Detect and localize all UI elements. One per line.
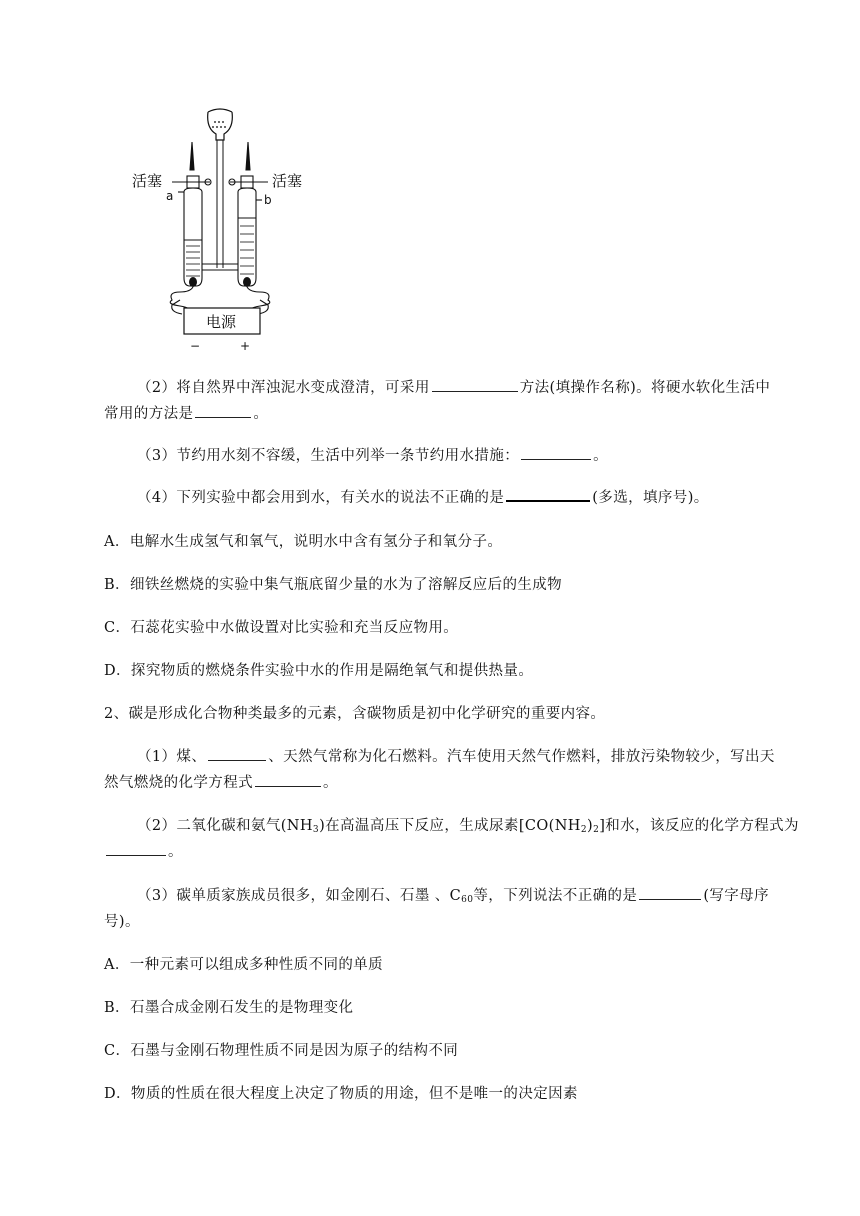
answer-blank[interactable] — [195, 403, 251, 418]
q2-part2-text-c: ) — [587, 818, 594, 834]
stopcock-right-label: 活塞 — [272, 172, 303, 190]
q2-part1-line2 — [104, 771, 338, 792]
q2-part2-text-b: )在高温高压下反应，生成尿素[CO(NH — [319, 818, 581, 834]
electrolysis-apparatus-figure — [120, 100, 330, 360]
q2-option-c: C．石墨与金刚石物理性质不同是因为原子的结构不同 — [104, 1043, 459, 1059]
power-supply-label: 电源 — [206, 313, 237, 331]
answer-blank[interactable] — [521, 445, 591, 460]
q2-part3-line2: 号)。 — [104, 914, 140, 930]
tube-b-label: b — [264, 193, 272, 207]
answer-blank[interactable] — [639, 885, 701, 900]
q1-part3-text-a: （3）节约用水刻不容缓，生活中列举一条节约用水措施： — [137, 448, 520, 464]
reservoir-funnel — [208, 109, 233, 140]
stopcock-left-label: 活塞 — [132, 172, 163, 190]
q1-part2-text-b: 方法(填操作名称)。将硬水软化生活中 — [519, 380, 771, 396]
q2-stem: 2、碳是形成化合物种类最多的元素，含碳物质是初中化学研究的重要内容。 — [104, 706, 606, 722]
tube-a-label: a — [166, 189, 174, 203]
q1-part3 — [137, 444, 608, 465]
q2-part2-text-e: 。 — [168, 844, 183, 860]
q1-part2-line2 — [104, 402, 268, 423]
q2-part2-line1 — [137, 814, 799, 835]
q2-part2-text-a: （2）二氧化碳和氨气(NH — [137, 818, 313, 834]
q2-part3-text-a: （3）碳单质家族成员很多，如金刚石、石墨 、C — [137, 888, 462, 904]
subscript: 3 — [312, 825, 320, 835]
positive-terminal-label: + — [240, 339, 251, 353]
q2-part3-text-b: 等，下列说法不正确的是 — [473, 888, 638, 904]
q2-part2-text-d: ]和水，该反应的化学方程式为 — [599, 818, 799, 834]
connecting-tube — [202, 264, 238, 270]
q1-part4 — [137, 486, 709, 507]
q2-part1-text-a: （1）煤、 — [137, 749, 207, 765]
answer-blank[interactable] — [106, 841, 166, 856]
central-tube — [217, 140, 223, 268]
q2-part1-line1 — [137, 745, 775, 766]
subscript: 60 — [461, 895, 474, 905]
q1-part2-line1 — [137, 376, 770, 397]
subscript: 2 — [580, 825, 587, 835]
q2-part1-text-d: 。 — [323, 775, 338, 791]
q2-part1-text-c: 然气燃烧的化学方程式 — [104, 775, 253, 791]
q1-part4-text-b: (多选，填序号)。 — [592, 490, 709, 506]
q2-option-d: D．物质的性质在很大程度上决定了物质的用途，但不是唯一的决定因素 — [104, 1086, 578, 1102]
q1-part3-text-b: 。 — [593, 448, 609, 464]
q1-part2-text-a: （2）将自然界中浑浊泥水变成澄清，可采用 — [137, 380, 430, 396]
answer-blank[interactable] — [506, 486, 590, 502]
subscript: 2 — [593, 825, 600, 835]
q1-part4-text-a: （4）下列实验中都会用到水，有关水的说法不正确的是 — [137, 490, 505, 506]
q1-option-a: A．电解水生成氢气和氧气，说明水中含有氢分子和氧分子。 — [104, 534, 503, 550]
q2-option-a: A．一种元素可以组成多种性质不同的单质 — [104, 957, 384, 973]
q2-part1-text-b: 、天然气常称为化石燃料。汽车使用天然气作燃料，排放污染物较少，写出天 — [268, 749, 775, 765]
q1-part2-text-c: 常用的方法是 — [104, 406, 194, 422]
q2-part3-text-c: (写字母序 — [703, 888, 769, 904]
q1-option-d: D．探究物质的燃烧条件实验中水的作用是隔绝氧气和提供热量。 — [104, 663, 534, 679]
answer-blank[interactable] — [432, 377, 518, 392]
q1-part2-text-d: 。 — [253, 406, 269, 422]
q1-option-c: C．石蕊花实验中水做设置对比实验和充当反应物用。 — [104, 620, 459, 636]
answer-blank[interactable] — [208, 746, 266, 761]
q2-option-b: B．石墨合成金刚石发生的是物理变化 — [104, 1000, 354, 1016]
negative-terminal-label: − — [190, 339, 201, 353]
q2-part3-line1 — [137, 884, 769, 905]
q1-option-b: B．细铁丝燃烧的实验中集气瓶底留少量的水为了溶解反应后的生成物 — [104, 577, 563, 593]
q2-part2-line2 — [104, 840, 183, 861]
answer-blank[interactable] — [255, 772, 321, 787]
